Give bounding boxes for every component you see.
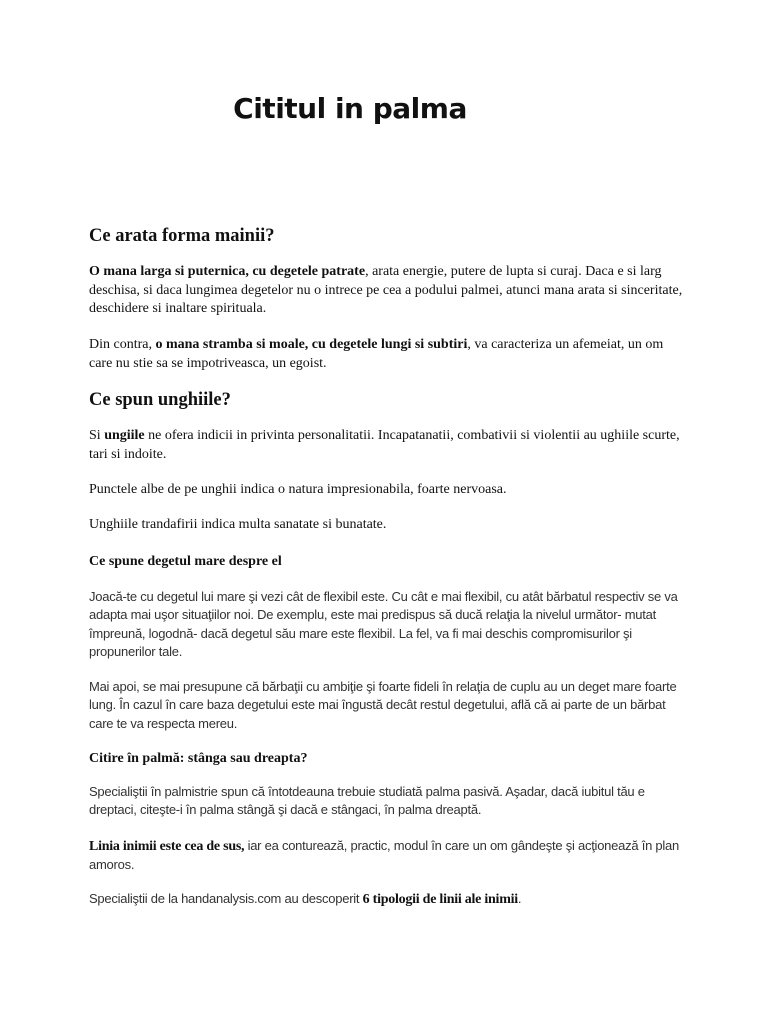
paragraph-6 (89, 481, 689, 500)
text-run: , va caracteriza un afemeiat, un om care nu stie sa se impotriveasca, un egoist. (89, 337, 664, 371)
paragraph-10 (89, 678, 689, 733)
text-run: Joacă-te cu degetul lui mare şi vezi cât de flexibil este. Cu cât e mai flexibil, cu atât bărbatul respectiv se va adapta mai uşor situaţiilor noi. De exemplu, este mai predispus să ducă relaţia la nivelul următor- mutat împreună, logodnă- dacă degetul său mare este flexibil. La fel, va fi mai deschis compromisurilor şi propunerilor tale. (89, 589, 678, 659)
section-heading-1: Ce arata forma mainii? (89, 226, 275, 246)
text-run: Unghiile trandafirii indica multa sanatate si bunatate. (89, 517, 387, 532)
text-run: , arata energie, putere de lupta si curaj. Daca e si larg deschisa, si daca lungimea degetelor nu o intrece pe cea a podului palmei, atunci mana arata si sinceritate, deschidere si inaltare spirituala. (89, 264, 683, 316)
paragraph-5 (89, 427, 689, 464)
text-run: Punctele albe de pe unghii indica o natura impresionabila, foarte nervoasa. (89, 482, 507, 497)
text-run: Si (89, 428, 105, 443)
text-run: Specialiştii de la handanalysis.com au descoperit (89, 891, 363, 906)
subheading-11: Citire în palmă: stânga sau dreapta? (89, 751, 308, 766)
paragraph-7 (89, 516, 689, 535)
paragraph-12 (89, 783, 689, 820)
bold-text: Linia inimii este cea de sus, (89, 839, 248, 854)
text-run: Din contra, (89, 337, 156, 352)
subheading-8: Ce spune degetul mare despre el (89, 554, 282, 569)
paragraph-3 (89, 336, 689, 373)
text-run: Mai apoi, se mai presupune că bărbaţii cu ambiţie şi foarte fideli în relaţia de cuplu au un deget mare foarte lung. În cazul în care baza degetului este mai îngustă decât restul degetului, află că ai parte de un bărbat care te va respecta mereu. (89, 679, 677, 731)
paragraph-13 (89, 837, 689, 875)
paragraph-2 (89, 263, 689, 319)
bold-text: ungiile (104, 428, 145, 443)
text-run: iar ea conturează, practic, modul în care un om gândeşte şi acţionează în plan amoros. (89, 838, 679, 873)
bold-text: o mana stramba si moale, cu degetele lungi si subtiri (155, 337, 468, 352)
text-run: Specialiştii în palmistrie spun că întotdeauna trebuie studiată palma pasivă. Aşadar, dacă iubitul tău e dreptaci, citeşte-i în palma stângă şi dacă e stângaci, în palma dreaptă. (89, 784, 645, 818)
bold-text: 6 tipologii de linii ale inimii (362, 892, 518, 907)
paragraph-14 (89, 890, 689, 909)
text-run: . (517, 891, 522, 906)
paragraph-9 (89, 588, 689, 661)
text-run: ne ofera indicii in privinta personalitatii. Incapatanatii, combativii si violentii au ughiile scurte, tari si indoite. (89, 428, 680, 462)
bold-text: O mana larga si puternica, cu degetele patrate (89, 264, 366, 279)
section-heading-4: Ce spun unghiile? (89, 390, 231, 410)
page-title: Cititul in palma (233, 92, 467, 125)
